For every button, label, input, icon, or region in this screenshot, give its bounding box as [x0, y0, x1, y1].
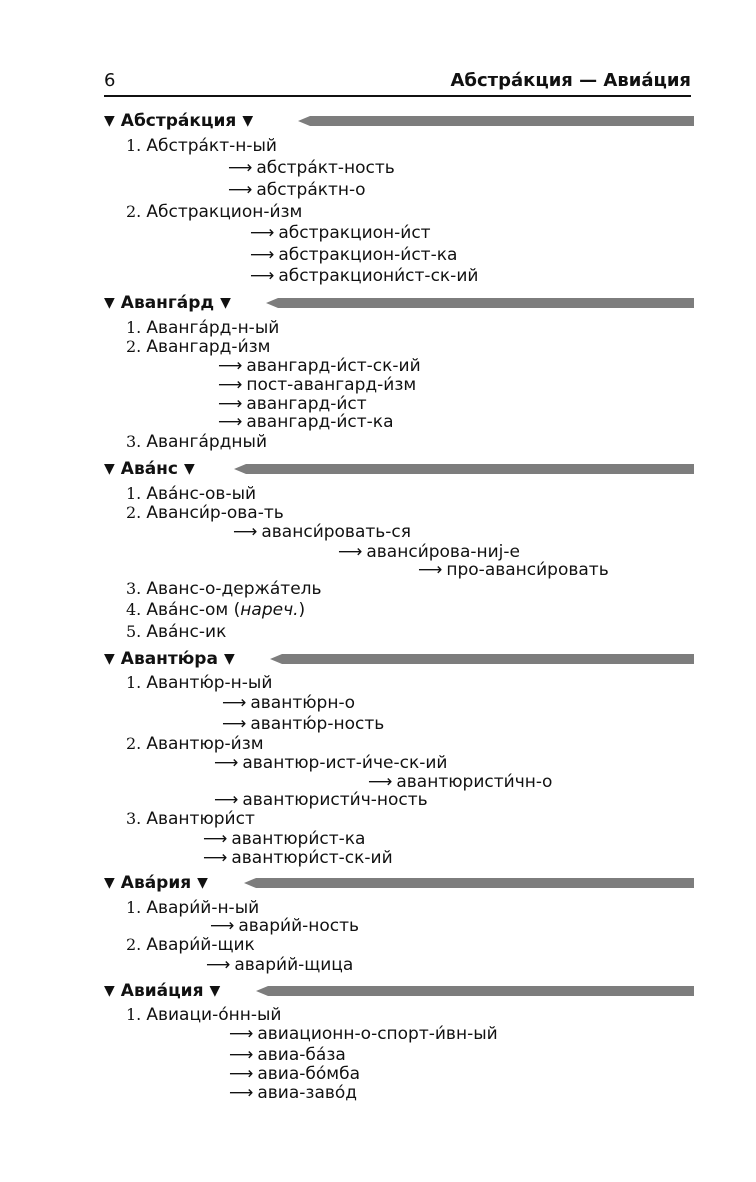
- word-form: Ава́нс-ик: [146, 622, 227, 642]
- section-bar-arrow-icon: [298, 115, 694, 127]
- derivative-line: [250, 266, 478, 286]
- page-number: 6: [104, 70, 116, 91]
- long-arrow-icon: ⟶: [229, 1045, 254, 1065]
- word-form: Аванси́р-ова-ть: [146, 503, 284, 523]
- sense-number: 1.: [126, 136, 147, 155]
- word-form: Авантюри́ст: [146, 809, 255, 829]
- long-arrow-icon: ⟶: [203, 848, 228, 868]
- long-arrow-icon: ⟶: [214, 790, 239, 810]
- long-arrow-icon: ⟶: [214, 753, 239, 773]
- headword: Авантю́ра: [120, 648, 218, 669]
- word-form: авангард-и́ст-ск-ий: [246, 356, 421, 376]
- long-arrow-icon: ⟶: [210, 916, 235, 936]
- long-arrow-icon: ⟶: [222, 714, 247, 734]
- word-form: авантюри́ст-ка: [231, 829, 366, 849]
- word-form: Аванга́рдный: [146, 432, 268, 452]
- sense-number: 4.: [126, 600, 147, 619]
- word-form: абстра́кт-ность: [256, 158, 395, 178]
- long-arrow-icon: ⟶: [228, 158, 253, 178]
- sense-number: 3.: [126, 432, 147, 451]
- headword: Ава́нс: [120, 458, 178, 479]
- sense-line: [126, 622, 226, 642]
- sense-number: 1.: [126, 484, 147, 503]
- word-form: Авари́й-щик: [146, 935, 255, 955]
- triangle-down-icon: ▼: [104, 982, 115, 999]
- triangle-down-icon: ▼: [104, 294, 115, 311]
- long-arrow-icon: ⟶: [218, 356, 243, 376]
- derivative-line: [222, 714, 384, 734]
- section-bar-arrow-icon: [266, 297, 694, 309]
- long-arrow-icon: ⟶: [229, 1064, 254, 1084]
- word-form: абстра́ктн-о: [256, 180, 366, 200]
- triangle-down-icon: ▼: [104, 460, 115, 477]
- word-form: авангард-и́ст-ка: [246, 412, 394, 432]
- long-arrow-icon: ⟶: [418, 560, 443, 580]
- grammar-note: нареч.: [240, 600, 299, 620]
- word-form: аванси́рова-ниj-е: [366, 542, 520, 562]
- section-bar-arrow-icon: [244, 877, 694, 889]
- sense-line: [126, 318, 279, 338]
- sense-line: [126, 432, 267, 452]
- word-form: Аванга́рд-н-ый: [146, 318, 280, 338]
- derivative-line: [228, 180, 366, 200]
- derivative-line: [229, 1045, 346, 1065]
- derivative-line: [228, 158, 395, 178]
- word-form: Авантюр-и́зм: [146, 734, 264, 754]
- long-arrow-icon: ⟶: [218, 375, 243, 395]
- word-form: авиационн-о-спорт-и́вн-ый: [257, 1024, 498, 1044]
- sense-line: [126, 734, 264, 754]
- sense-number: 1.: [126, 898, 147, 917]
- sense-line: [126, 1005, 281, 1025]
- derivative-line: [233, 522, 411, 542]
- sense-line: [126, 673, 272, 693]
- sense-line: [126, 579, 322, 599]
- word-form: авантю́р-ность: [250, 714, 385, 734]
- long-arrow-icon: ⟶: [218, 394, 243, 414]
- sense-number: 2.: [126, 202, 147, 221]
- derivative-line: [218, 356, 421, 376]
- derivative-line: [203, 848, 393, 868]
- word-form: Ава́нс-ов-ый: [146, 484, 257, 504]
- headword: Авиа́ция: [120, 980, 204, 1001]
- sense-line: [126, 600, 305, 620]
- long-arrow-icon: ⟶: [250, 245, 275, 265]
- derivative-line: [210, 916, 359, 936]
- section-bar-arrow-icon: [270, 653, 694, 665]
- sense-number: 3.: [126, 579, 147, 598]
- triangle-down-icon: ▼: [184, 460, 195, 477]
- derivative-line: [338, 542, 520, 562]
- triangle-down-icon: ▼: [197, 874, 208, 891]
- sense-line: [126, 202, 302, 222]
- word-form: Абстракцион-и́зм: [146, 202, 303, 222]
- section-bar-arrow-icon: [234, 463, 694, 475]
- word-form: про-аванси́ровать: [446, 560, 609, 580]
- closing-paren: ): [298, 600, 306, 620]
- derivative-line: [222, 693, 355, 713]
- word-form: авантю́рн-о: [250, 693, 355, 713]
- derivative-line: [218, 394, 367, 414]
- word-form: Авари́й-н-ый: [146, 898, 260, 918]
- word-form: абстракцион-и́ст-ка: [278, 245, 458, 265]
- word-form: Аванс-о-держа́тель: [146, 579, 322, 599]
- word-form: авари́й-щица: [234, 955, 354, 975]
- sense-number: 1.: [126, 673, 147, 692]
- triangle-down-icon: ▼: [104, 650, 115, 667]
- word-form: авантюри́ст-ск-ий: [231, 848, 393, 868]
- sense-number: 5.: [126, 622, 147, 641]
- sense-line: [126, 503, 284, 523]
- derivative-line: [229, 1024, 498, 1044]
- word-form: Авангард-и́зм: [146, 337, 271, 357]
- word-form: абстракциони́ст-ск-ий: [278, 266, 479, 286]
- derivative-line: [250, 223, 431, 243]
- headword: Аванга́рд: [120, 292, 215, 313]
- derivative-line: [368, 772, 552, 792]
- word-form: авиа-бо́мба: [257, 1064, 361, 1084]
- triangle-down-icon: ▼: [104, 874, 115, 891]
- sense-line: [126, 935, 255, 955]
- word-form: Абстра́кт-н-ый: [146, 136, 277, 156]
- sense-number: 2.: [126, 337, 147, 356]
- word-form: авантюристи́ч-ность: [242, 790, 428, 810]
- section-bar-arrow-icon: [256, 985, 694, 997]
- word-form: авантюр-ист-и́че-ск-ий: [242, 753, 448, 773]
- long-arrow-icon: ⟶: [250, 223, 275, 243]
- triangle-down-icon: ▼: [223, 650, 235, 667]
- long-arrow-icon: ⟶: [250, 266, 275, 286]
- sense-number: 1.: [126, 318, 147, 337]
- long-arrow-icon: ⟶: [203, 829, 228, 849]
- sense-line: [126, 136, 277, 156]
- long-arrow-icon: ⟶: [338, 542, 363, 562]
- sense-line: [126, 809, 255, 829]
- sense-number: 2.: [126, 734, 147, 753]
- word-form: авантюристи́чн-о: [396, 772, 553, 792]
- triangle-down-icon: ▼: [104, 112, 115, 129]
- word-form: авари́й-ность: [238, 916, 360, 936]
- sense-number: 3.: [126, 809, 147, 828]
- sense-line: [126, 337, 270, 357]
- word-form: авиа-ба́за: [257, 1045, 346, 1065]
- entry-heading: [104, 458, 694, 480]
- derivative-line: [214, 753, 447, 773]
- page-header: [104, 68, 691, 97]
- entry-heading: [104, 648, 694, 670]
- headword: Ава́рия: [120, 872, 192, 893]
- entry-heading: [104, 292, 694, 314]
- headword: Абстра́кция: [120, 110, 237, 131]
- derivative-line: [206, 955, 353, 975]
- long-arrow-icon: ⟶: [206, 955, 231, 975]
- word-form: аванси́ровать-ся: [261, 522, 411, 542]
- word-form: Авиаци-о́нн-ый: [146, 1005, 282, 1025]
- entry-heading: [104, 110, 694, 132]
- long-arrow-icon: ⟶: [229, 1024, 254, 1044]
- derivative-line: [218, 375, 416, 395]
- triangle-down-icon: ▼: [242, 112, 254, 129]
- sense-number: 2.: [126, 503, 147, 522]
- triangle-down-icon: ▼: [209, 982, 221, 999]
- derivative-line: [250, 245, 457, 265]
- sense-line: [126, 898, 259, 918]
- word-form: Ава́нс-ом (: [146, 600, 241, 620]
- derivative-line: [418, 560, 609, 580]
- sense-number: 1.: [126, 1005, 147, 1024]
- sense-number: 2.: [126, 935, 147, 954]
- word-form: авангард-и́ст: [246, 394, 367, 414]
- derivative-line: [218, 412, 394, 432]
- long-arrow-icon: ⟶: [222, 693, 247, 713]
- derivative-line: [214, 790, 428, 810]
- triangle-down-icon: ▼: [220, 294, 231, 311]
- running-title: Абстра́кция — Авиа́ция: [450, 70, 691, 91]
- sense-line: [126, 484, 256, 504]
- long-arrow-icon: ⟶: [228, 180, 253, 200]
- word-form: Авантю́р-н-ый: [146, 673, 273, 693]
- entry-heading: [104, 980, 694, 1002]
- derivative-line: [229, 1064, 360, 1084]
- derivative-line: [203, 829, 365, 849]
- long-arrow-icon: ⟶: [218, 412, 243, 432]
- word-form: абстракцион-и́ст: [278, 223, 431, 243]
- derivative-line: [229, 1083, 357, 1103]
- entry-heading: [104, 872, 694, 894]
- long-arrow-icon: ⟶: [368, 772, 393, 792]
- word-form: авиа-заво́д: [257, 1083, 358, 1103]
- long-arrow-icon: ⟶: [229, 1083, 254, 1103]
- long-arrow-icon: ⟶: [233, 522, 258, 542]
- word-form: пост-авангард-и́зм: [246, 375, 417, 395]
